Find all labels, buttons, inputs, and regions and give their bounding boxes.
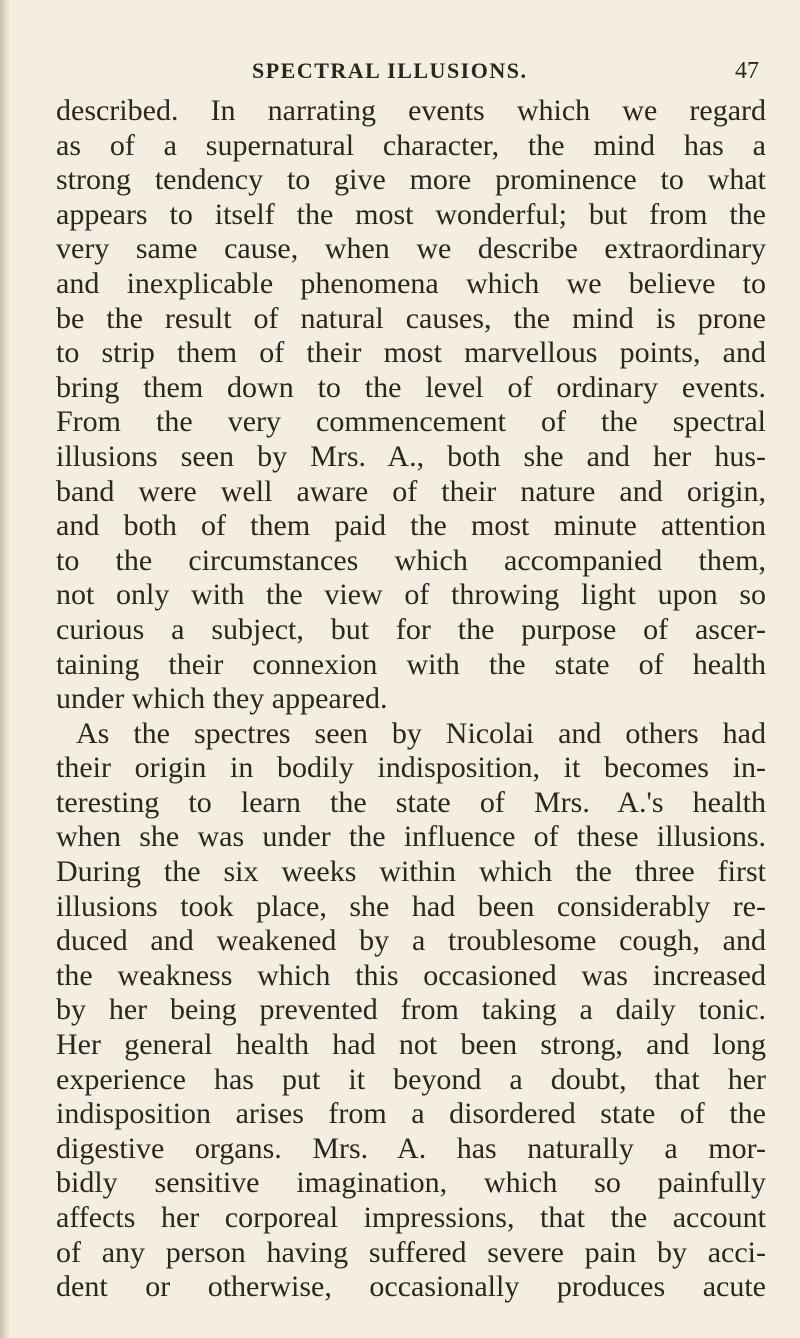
running-head: SPECTRAL ILLUSIONS. [252, 58, 528, 83]
text-line: the weakness which this occasioned was increased [56, 958, 766, 992]
paragraph-start-line: As the spectres seen by Nicolai and others had [76, 716, 766, 750]
text-line: teresting to learn the state of Mrs. A.'s health [56, 785, 766, 819]
text-line: dent or otherwise, occasionally produces acute [56, 1270, 766, 1304]
text-line: of any person having suffered severe pain by acci- [56, 1235, 766, 1269]
page-header [0, 58, 800, 88]
text-line: bring them down to the level of ordinary events. [56, 370, 766, 404]
text-line: From the very commencement of the spectral [56, 405, 766, 439]
text-line: to the circumstances which accompanied them, [56, 543, 766, 577]
text-line: their origin in bodily indisposition, it becomes in- [56, 751, 766, 785]
text-line: appears to itself the most wonderful; but from the [56, 197, 766, 231]
text-line: Her general health had not been strong, and long [56, 1028, 766, 1062]
text-line: be the result of natural causes, the mind is prone [56, 301, 766, 335]
text-line: described. In narrating events which we regard [56, 94, 766, 127]
text-line: affects her corporeal impressions, that the account [56, 1201, 766, 1234]
text-line: band were well aware of their nature and origin, [56, 474, 766, 508]
text-line: illusions took place, she had been considerably re- [56, 889, 766, 923]
text-line: curious a subject, but for the purpose of ascer- [56, 612, 766, 646]
text-line: when she was under the influence of these illusions. [56, 820, 766, 854]
text-line: strong tendency to give more prominence to what [56, 163, 766, 197]
text-line: digestive organs. Mrs. A. has naturally a mor- [56, 1131, 766, 1165]
text-line: and inexplicable phenomena which we believe to [56, 266, 766, 300]
text-line: duced and weakened by a troublesome cough, and [56, 924, 766, 958]
text-line: taining their connexion with the state of health [56, 647, 766, 681]
text-line: very same cause, when we describe extraordinary [56, 232, 766, 266]
text-line: and both of them paid the most minute attention [56, 509, 766, 543]
text-line: bidly sensitive imagination, which so painfully [56, 1166, 766, 1200]
page-gutter-edge [0, 0, 10, 1338]
text-line: indisposition arises from a disordered state of the [56, 1097, 766, 1131]
text-line: as of a supernatural character, the mind has a [56, 128, 766, 162]
paragraph-end-line: under which they appeared. [56, 682, 388, 716]
text-line: experience has put it beyond a doubt, that her [56, 1062, 766, 1096]
page-number: 47 [735, 58, 759, 84]
text-line: by her being prevented from taking a daily tonic. [56, 993, 766, 1027]
text-line: not only with the view of throwing light upon so [56, 578, 766, 612]
text-line: to strip them of their most marvellous points, and [56, 336, 766, 370]
text-line: illusions seen by Mrs. A., both she and her hus- [56, 439, 766, 473]
text-line: During the six weeks within which the three first [56, 855, 766, 889]
body-text [56, 94, 766, 1305]
